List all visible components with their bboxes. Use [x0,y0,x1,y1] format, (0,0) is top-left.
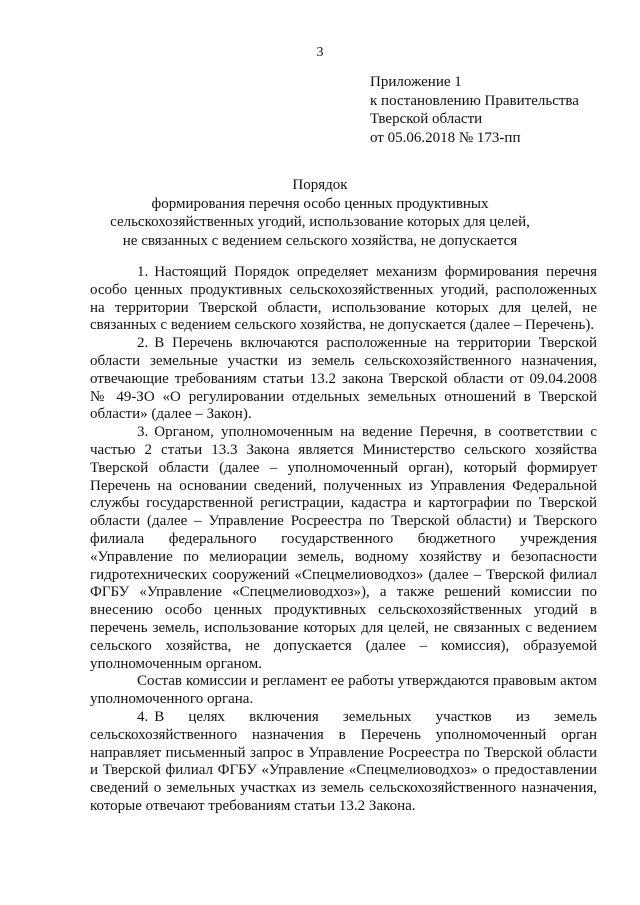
paragraph-number: 4. [137,708,149,725]
paragraph-text: В Перечень включаются расположенные на территории Тверской области земельные участки из земель сельскохозяйственного назначения, отвечающие требованиям статьи 13.2 закона Тверской области от 09.04.2008 № 49-ЗО «О регулировании отдельных земельных отношений в Тверской области» (далее – Закон). [90,335,597,423]
appendix-line: от 05.06.2018 № 173-пп [370,129,521,146]
paragraph-4 [90,709,597,816]
appendix-header [370,73,620,147]
appendix-line: к постановлению Правительства [370,92,579,109]
title-line: не связанных с ведением сельского хозяйства, не допускается [122,232,518,249]
page-number: 3 [316,45,324,60]
paragraph-text: Настоящий Порядок определяет механизм формирования перечня особо ценных продуктивных сельскохозяйственных угодий, расположенных на территории Тверской области, использование которых для целей, не связанных с ведением сельского хозяйства, не допускается (далее – Перечень). [90,264,597,334]
paragraph-number: 2. [137,335,149,352]
paragraph-3-continued [90,673,597,709]
paragraph-number: 3. [137,424,149,441]
paragraph-2 [90,335,597,424]
appendix-line: Тверской области [370,111,483,127]
document-body [90,264,597,816]
document-title [0,176,640,250]
title-line: сельскохозяйственных угодий, использование которых для целей, [110,214,530,230]
appendix-line: Приложение 1 [370,74,462,90]
paragraph-number: 1. [137,264,149,280]
paragraph-text: В целях включения земельных участков из земель сельскохозяйственного назначения в Перечень уполномоченный орган направляет письменный запрос в Управление Росреестра по Тверской области и Тверской филиал ФГБУ «Управление «Спецмелиоводхоз» о предоставлении сведений о земельных участках из земель сельскохозяйственного назначения, которые отвечают требованиям статьи 13.2 Закона. [90,708,597,814]
paragraph-3 [90,424,597,673]
paragraph-text: Состав комиссии и регламент ее работы утверждаются правовым актом уполномоченного органа. [90,673,597,708]
title-line: формирования перечня особо ценных продуктивных [151,195,489,212]
paragraph-text: Органом, уполномоченным на ведение Перечня, в соответствии с частью 2 статьи 13.3 Закона является Министерство сельского хозяйства Тверской области (далее – уполномоченный орган), который формирует Перечень на основании сведений, полученных из Управления Федеральной службы государственной регистрации, кадастра и картографии по Тверской области (далее – Управление Росреестра по Тверской области) и Тверского филиала федерального государственного бюджетного учреждения «Управление по мелиорации земель, водному хозяйству и безопасности гидротехнических сооружений «Спецмелиоводхоз» (далее – Тверской филиал ФГБУ «Управление «Спецмелиоводхоз»), а также решений комиссии по внесению особо ценных продуктивных сельскохозяйственных угодий в перечень земель, использование которых для целей, не связанных с ведением сельского хозяйства, не допускается (далее – комиссия), образуемой уполномоченным органом. [90,424,597,672]
title-heading: Порядок [292,177,348,193]
paragraph-1 [90,264,597,335]
